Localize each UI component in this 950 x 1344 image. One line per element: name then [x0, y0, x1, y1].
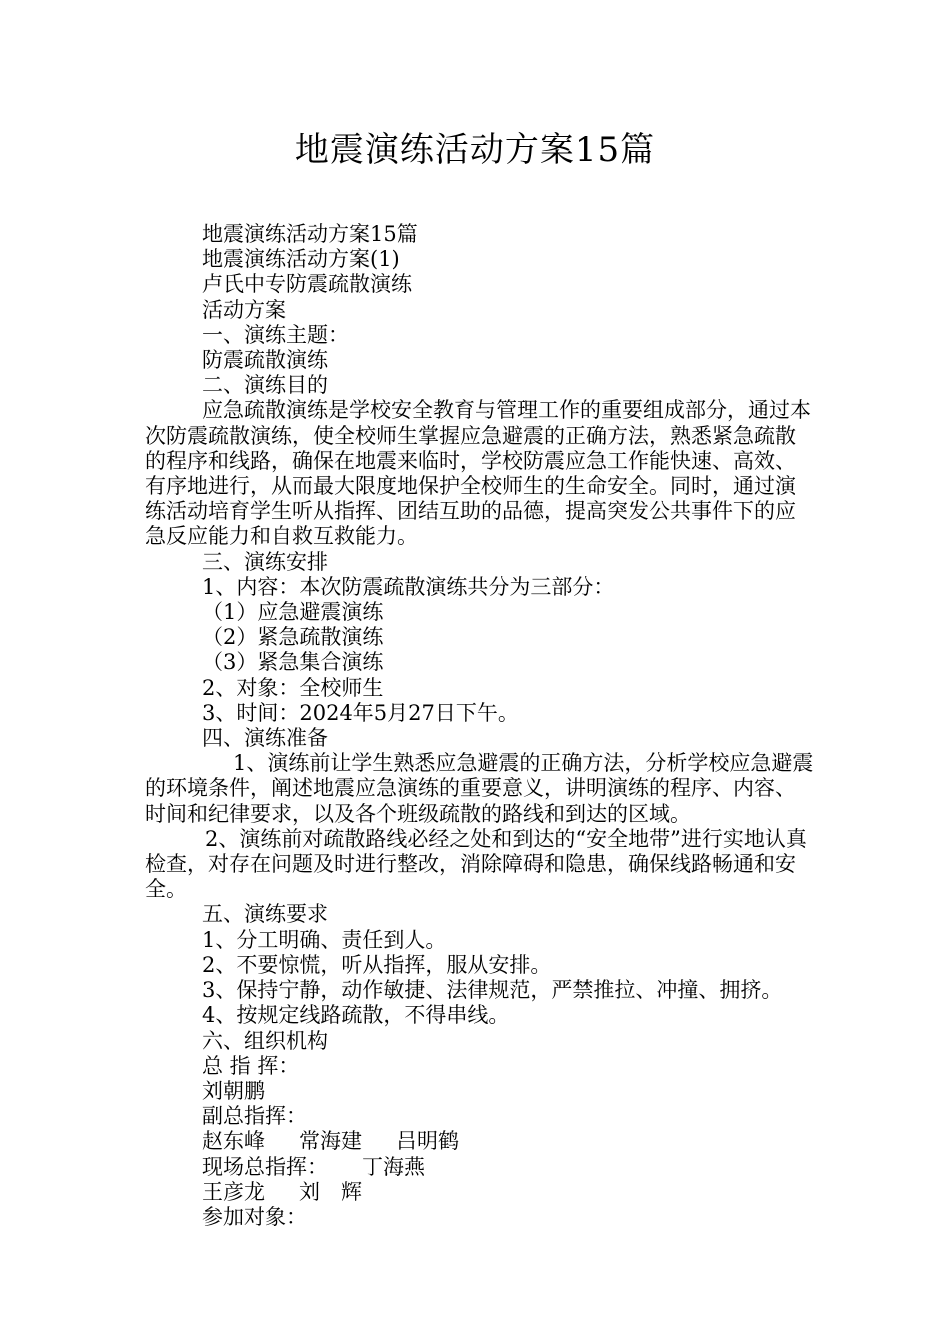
arrangement-target: 2、对象：全校师生 [202, 675, 384, 700]
site-commander-line [145, 1155, 815, 1180]
section-purpose-heading: 二、演练目的 [202, 373, 328, 398]
site-commander-name: 丁海燕 [362, 1154, 425, 1179]
requirement-1: 1、分工明确、责任到人。 [202, 927, 447, 952]
arrangement-option-1: （1）应急避震演练 [202, 600, 384, 625]
vice-commander-name: 常海建 [299, 1129, 362, 1154]
requirement-2: 2、不要惊慌，听从指挥，服从安排。 [202, 952, 552, 977]
vice-commander-label: 副总指挥： [202, 1104, 307, 1129]
preparation-item-2: 2、演练前对疏散路线必经之处和到达的“安全地带”进行实地认真检查，对存在问题及时进行整改，消除障碍和隐患，确保线路畅通和安全。 [145, 826, 807, 902]
preparation-item-1: 1、演练前让学生熟悉应急避震的正确方法，分析学校应急避震的环境条件，阐述地震应急演练的重要意义，讲明演练的程序、内容、时间和纪律要求，以及各个班级疏散的路线和到达的区域。 [145, 751, 814, 826]
document-title: 地震演练活动方案15篇 [294, 130, 656, 170]
arrangement-content: 1、内容：本次防震疏散演练共分为三部分： [202, 574, 615, 599]
commander-name: 刘朝鹏 [202, 1078, 265, 1103]
arrangement-option-2: （2）紧急疏散演练 [202, 625, 384, 650]
section-preparation-heading: 四、演练准备 [202, 726, 328, 751]
line-school: 卢氏中专防震疏散演练 [202, 272, 412, 297]
line-plan: 活动方案 [202, 297, 286, 322]
arrangement-option-3: （3）紧急集合演练 [202, 650, 384, 675]
document-body [145, 222, 815, 1230]
line-subtitle: 地震演练活动方案15篇 [202, 222, 418, 246]
member-name: 王彦龙 [202, 1179, 265, 1204]
section-requirements-heading: 五、演练要求 [202, 902, 328, 927]
vice-commander-name: 吕明鹤 [396, 1129, 459, 1154]
member-names [145, 1180, 815, 1205]
vice-commander-names [145, 1129, 815, 1154]
arrangement-time: 3、时间：2024年5月27日下午。 [202, 700, 519, 725]
site-commander-label: 现场总指挥： [202, 1154, 328, 1179]
section-organization-heading: 六、组织机构 [202, 1028, 328, 1053]
section-theme-heading: 一、演练主题： [202, 322, 349, 347]
requirement-3: 3、保持宁静，动作敏捷、法律规范，严禁推拉、冲撞、拥挤。 [202, 978, 783, 1003]
participants-label: 参加对象： [202, 1204, 307, 1229]
vice-commander-name: 赵东峰 [202, 1129, 265, 1154]
section-purpose-text: 应急疏散演练是学校安全教育与管理工作的重要组成部分，通过本次防震疏散演练，使全校师生掌握应急避震的正确方法，熟悉紧急疏散的程序和线路，确保在地震来临时，学校防震应急工作能快速、高效、有序地进行，从而最大限度地保护全校师生的生命安全。同时，通过演练活动培育学生听从指挥、团结互助的品德，提高突发公共事件下的应急反应能力和自救互救能力。 [145, 398, 811, 549]
section-theme-text: 防震疏散演练 [202, 348, 328, 373]
requirement-4: 4、按规定线路疏散，不得串线。 [202, 1003, 510, 1028]
line-plan-1: 地震演练活动方案(1) [202, 247, 400, 272]
commander-label: 总 指 挥： [202, 1053, 300, 1078]
member-name: 刘 辉 [299, 1179, 362, 1204]
section-arrangement-heading: 三、演练安排 [202, 549, 328, 574]
